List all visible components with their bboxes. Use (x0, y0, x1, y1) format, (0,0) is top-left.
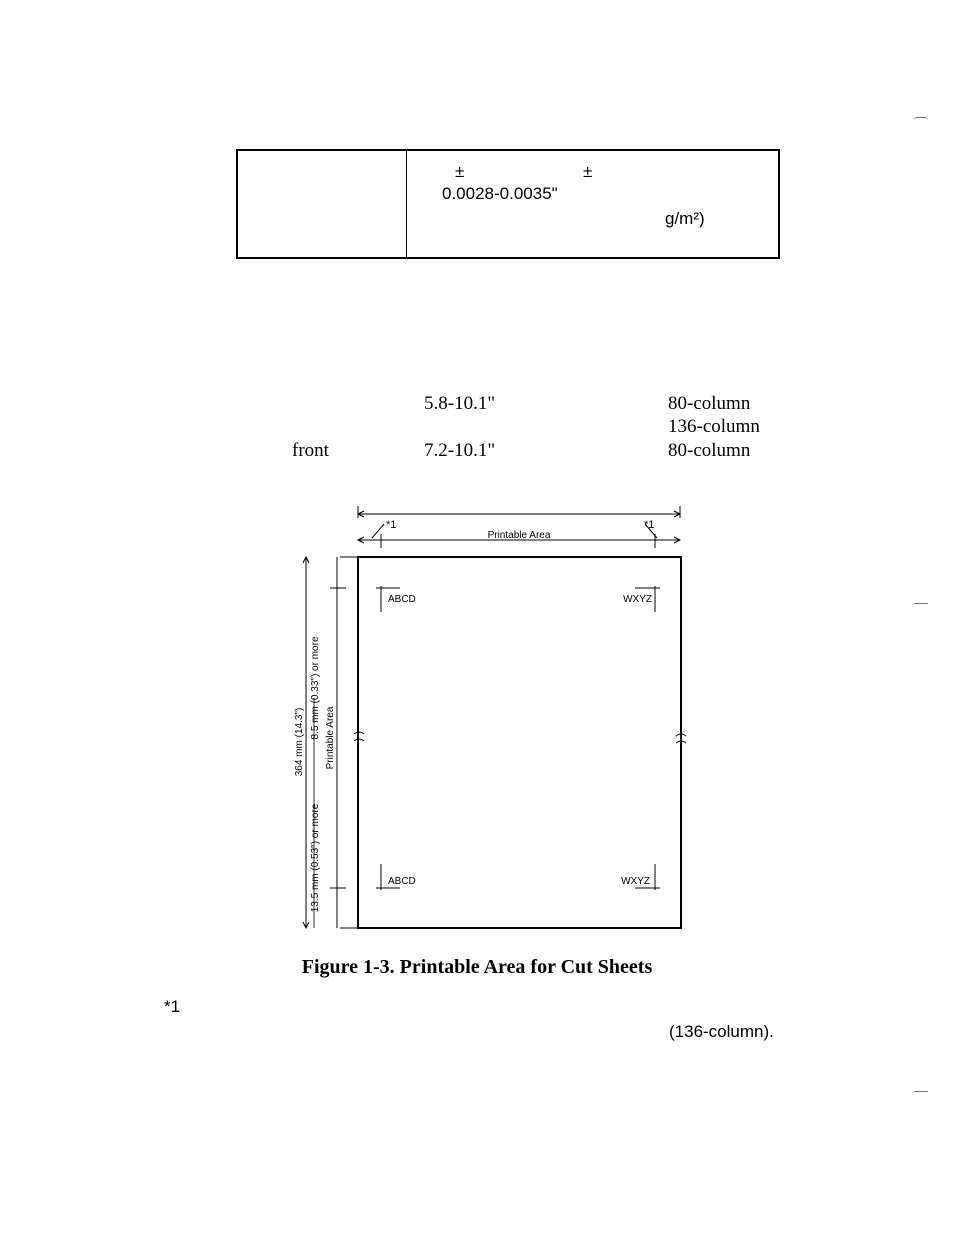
printable-area-figure (280, 498, 700, 938)
printer-model: 80-column (668, 440, 751, 461)
spec-table (236, 149, 780, 259)
weight-unit: g/m²) (665, 209, 705, 228)
scan-mark (914, 603, 928, 606)
note-leader-line (372, 524, 384, 538)
note-marker: *1 (164, 997, 181, 1016)
printer-model: 136-column (668, 416, 760, 437)
scan-mark (914, 117, 928, 120)
note-marker-right: *1 (644, 519, 655, 531)
scan-mark (914, 1091, 928, 1094)
paper-width: 7.2-10.1" (424, 440, 496, 461)
bottom-margin-label: 13.5 mm (0.53") or more (310, 803, 321, 913)
sheet-length-label: 364 mm (14.3") (294, 707, 305, 777)
thickness-value: 0.0028-0.0035" (442, 184, 558, 203)
note-text: (136-column). (669, 1022, 774, 1041)
plus-minus-symbol: ± (455, 162, 465, 181)
paper-width: 5.8-10.1" (424, 393, 496, 414)
plus-minus-symbol: ± (583, 162, 593, 181)
corner-label-bottom-left: ABCD (388, 876, 416, 887)
top-margin-label: 8.5 mm (0.33") or more (310, 636, 321, 740)
note-marker-left: *1 (386, 519, 397, 531)
printable-area-label: Printable Area (487, 530, 551, 541)
printable-area-vertical-label: Printable Area (325, 706, 336, 770)
corner-label-top-left: ABCD (388, 594, 416, 605)
printer-model: 80-column (668, 393, 751, 414)
figure-caption: Figure 1-3. Printable Area for Cut Sheets (301, 956, 653, 978)
paper-label: front (292, 440, 329, 461)
corner-label-top-right: WXYZ (623, 594, 652, 605)
table-column-divider (406, 151, 407, 257)
paper-sheet (358, 557, 681, 928)
corner-label-bottom-right: WXYZ (621, 876, 650, 887)
